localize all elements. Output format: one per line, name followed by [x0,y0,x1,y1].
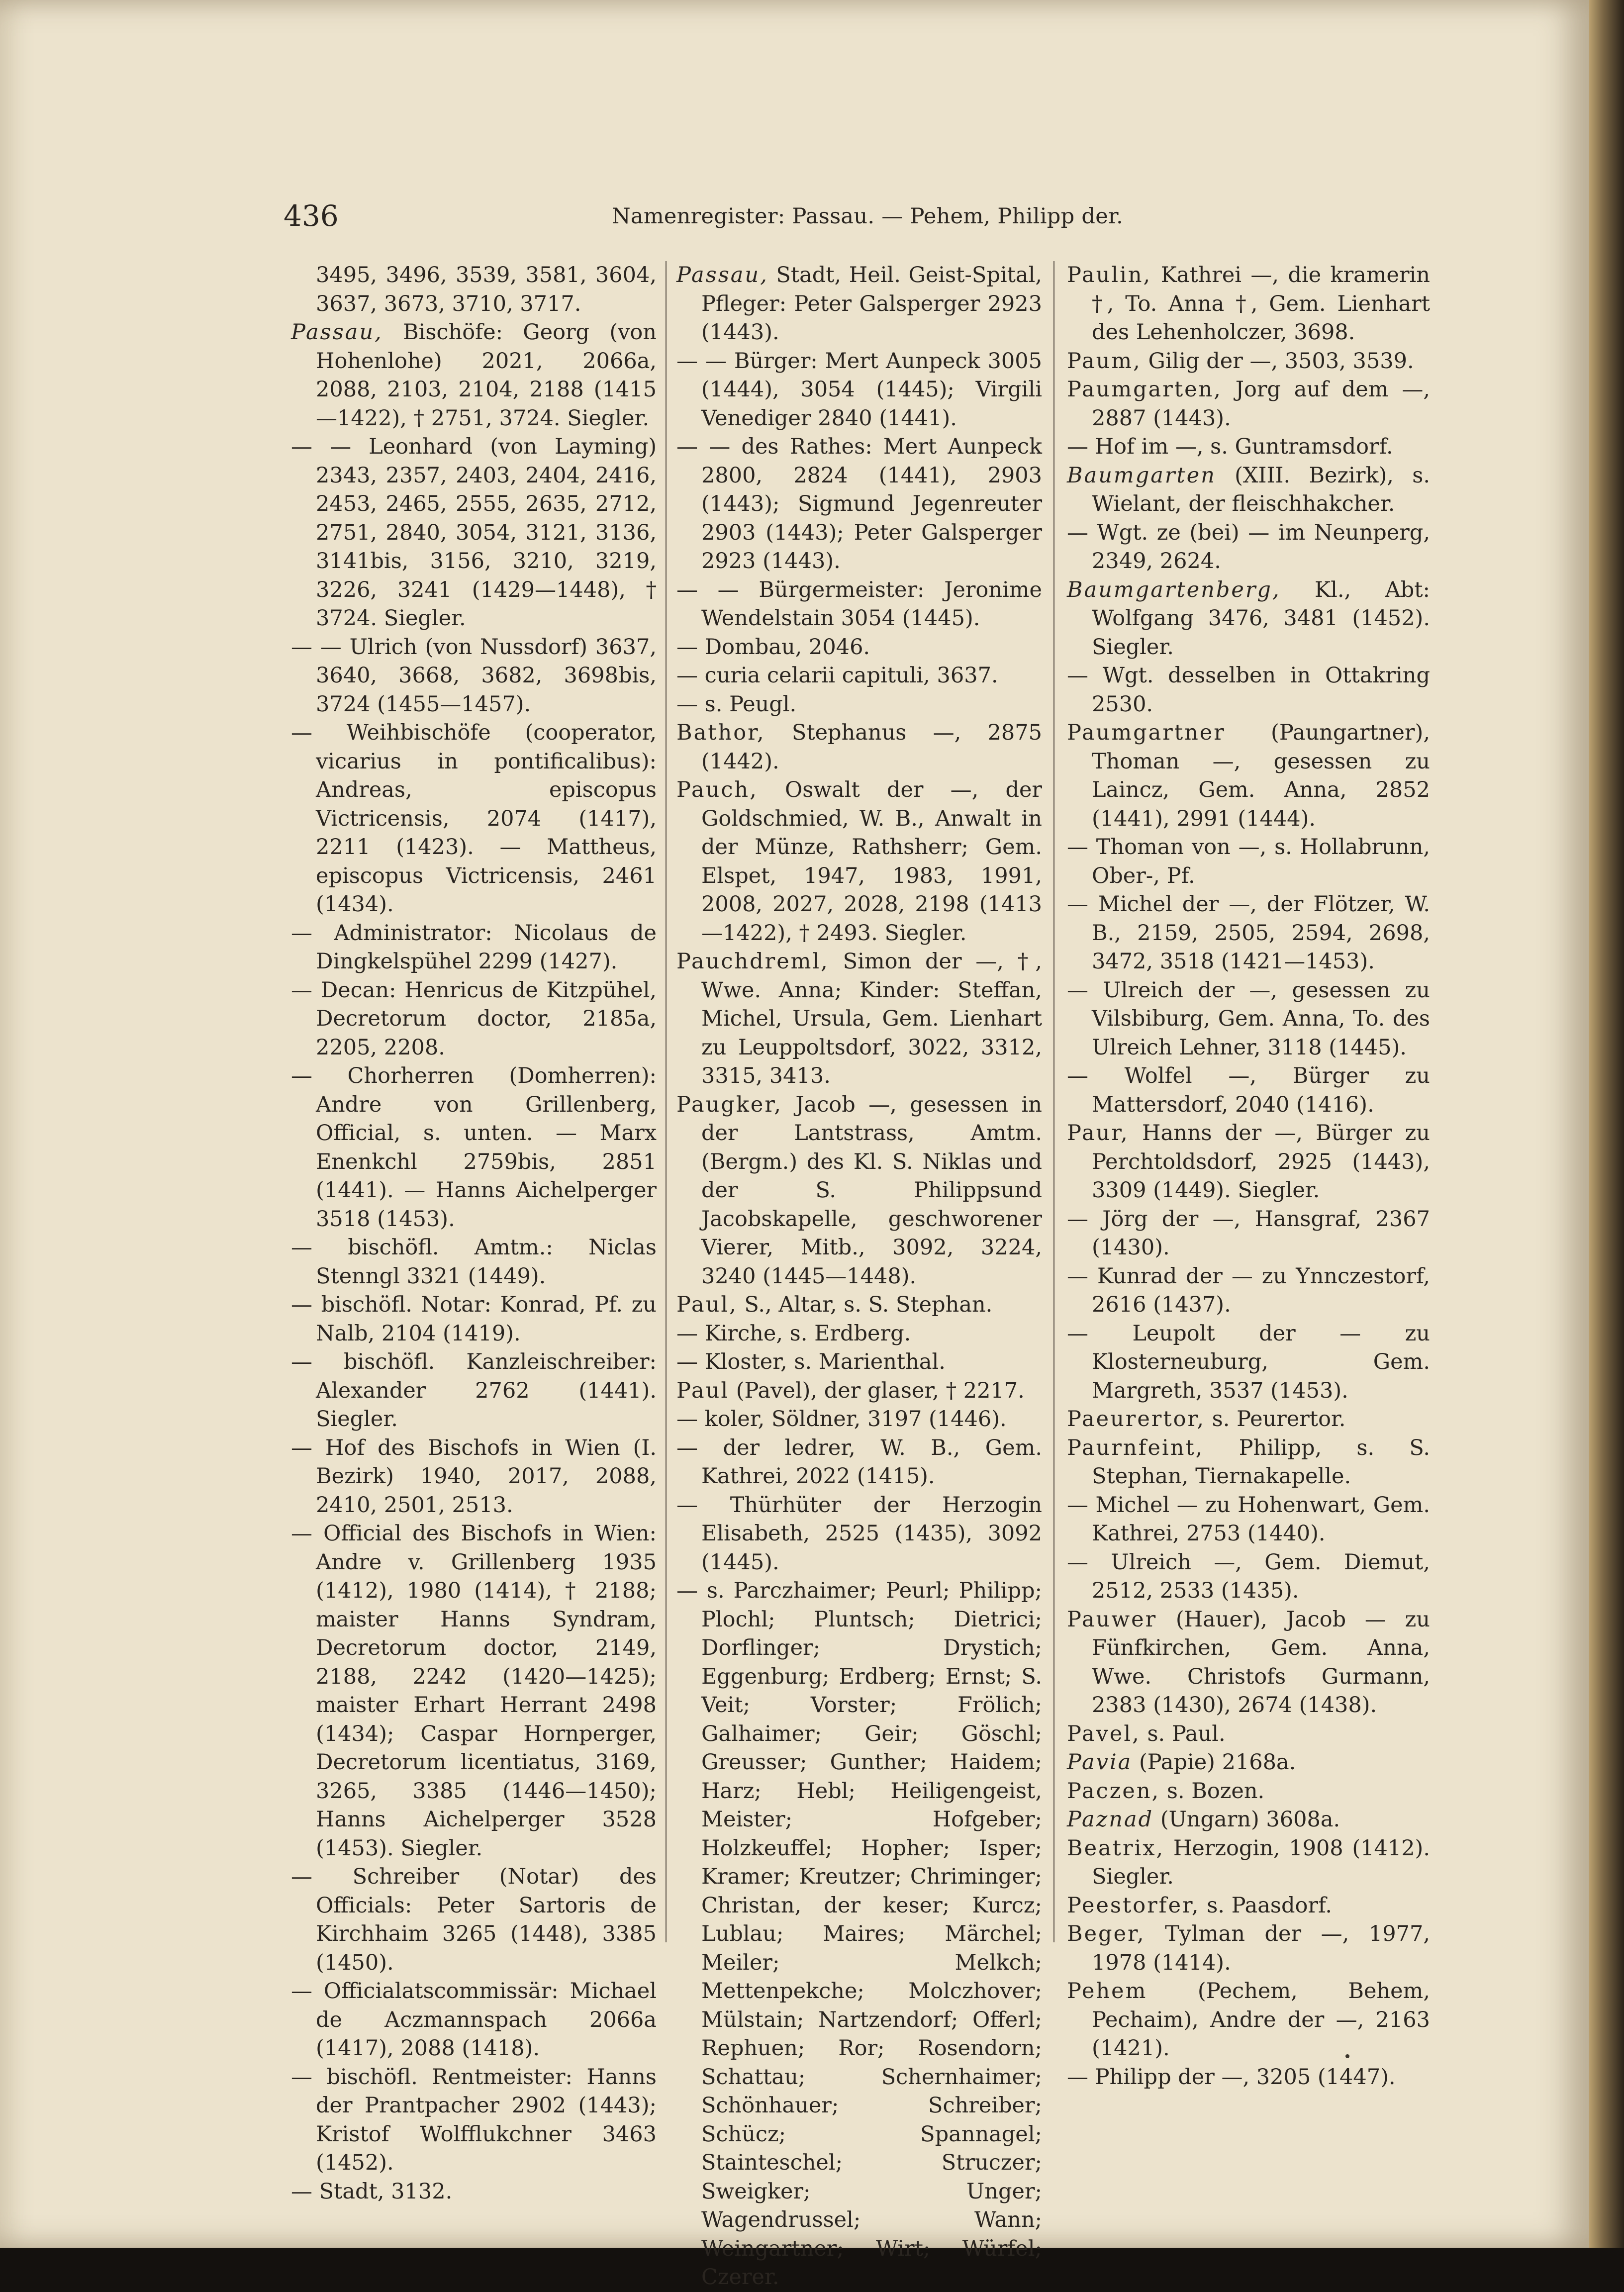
index-entry [1067,1434,1430,1491]
index-entry [676,1405,1042,1434]
index-entry [676,690,1042,719]
entry-headword: Paczen, [1067,1778,1160,1804]
index-entry [1067,890,1430,976]
entry-text: — curia celarii capituli, 3637. [676,663,998,688]
index-entry [1067,1491,1430,1548]
entry-headword: Baumgarten [1067,463,1216,488]
entry-text: S., Altar, s. S. Stephan. [737,1292,993,1317]
index-entry [1067,719,1430,833]
entry-text: Stadt, Heil. Geist-Spital, Pfleger: Peter Galsperger 2923 (1443). [701,263,1042,345]
entry-headword: Paurnfeint, [1067,1435,1204,1460]
index-entry [291,318,657,433]
index-entry [1067,1320,1430,1406]
index-entry [676,1291,1042,1320]
entry-text: — Administrator: Nicolaus de Dingkelspühel 2299 (1427). [291,920,657,974]
entry-headword: Paul, [676,1292,738,1317]
entry-text: Bischöfe: Georg (von Hohenlohe) 2021, 2066a, 2088, 2103, 2104, 2188 (1415—1422), † 2751, 3724. Siegler. [316,320,657,431]
entry-headword: Paumgartner [1067,720,1226,745]
index-entry [676,1091,1042,1291]
index-entry [291,433,657,633]
entry-text: — koler, Söldner, 3197 (1446). [676,1407,1007,1432]
entry-text: Tylman der —, 1977, 1978 (1414). [1092,1921,1430,1975]
index-entry [1067,1977,1430,2063]
index-entry [1067,1606,1430,1720]
index-entry [291,1348,657,1434]
entry-headword: Paeurertor, [1067,1407,1206,1432]
index-entry [291,976,657,1062]
entry-text: s. Paasdorf. [1200,1893,1332,1918]
index-entry [1067,1806,1430,1834]
index-entry [291,261,657,318]
index-entry [676,633,1042,662]
entry-text: — Michel — zu Hohenwart, Gem. Kathrei, 2753 (1440). [1067,1492,1430,1546]
entry-text: — der ledrer, W. B., Gem. Kathrei, 2022 (1415). [676,1435,1042,1489]
page-number: 436 [284,199,339,233]
index-entry [676,662,1042,690]
index-entry [676,1377,1042,1406]
entry-text: (Ungarn) 3608a. [1153,1807,1340,1832]
index-column-2 [676,261,1042,2292]
running-head: Namenregister: Passau. — Pehem, Philipp der. [612,204,1124,229]
entry-text: — — Bürgermeister: Jeronime Wendelstain 3054 (1445). [676,577,1042,631]
entry-headword: Paulin, [1067,263,1152,287]
entry-text: Stephanus —, 2875 (1442). [701,720,1042,774]
index-entry [291,1291,657,1348]
entry-text: Jacob —, gesessen in der Lantstrass, Amtm. (Bergm.) des Kl. S. Niklas und der S. Philippsund Jacobskapelle, geschworener Vierer, Mitb., 3092, 3224, 3240 (1445—1448). [701,1092,1042,1289]
entry-text: Jorg auf dem —, 2887 (1443). [1092,377,1430,431]
entry-headword: Pavia [1067,1750,1133,1775]
index-entry [1067,1119,1430,1205]
entry-text: — Hof des Bischofs in Wien (I. Bezirk) 1940, 2017, 2088, 2410, 2501, 2513. [291,1435,657,1518]
index-entry [1067,1777,1430,1806]
index-entry [291,1520,657,1863]
entry-text: — Ulreich der —, gesessen zu Vilsbiburg, Gem. Anna, To. des Ulreich Lehner, 3118 (1445). [1067,977,1430,1060]
entry-text: (XIII. Bezirk), s. Wielant, der fleischhakcher. [1092,463,1430,516]
index-entry [1067,1405,1430,1434]
entry-text: — bischöfl. Amtm.: Niclas Stenngl 3321 (1449). [291,1235,657,1289]
index-entry [291,2063,657,2178]
entry-headword: Paur, [1067,1121,1129,1146]
index-entry [1067,1262,1430,1320]
index-entry [1067,833,1430,890]
index-entry [676,948,1042,1091]
entry-headword: Paugker, [676,1092,782,1117]
entry-text: (Pavel), der glaser, † 2217. [729,1378,1025,1403]
index-entry [1067,1205,1430,1262]
book-spine [1589,0,1624,2248]
index-entry [676,1348,1042,1377]
index-entry [1067,576,1430,662]
index-entry [1067,462,1430,519]
entry-text: — Wolfel —, Bürger zu Mattersdorf, 2040 (1416). [1067,1063,1430,1117]
entry-text: — s. Peugl. [676,691,797,717]
index-entry [1067,1748,1430,1777]
entry-text: — Decan: Henricus de Kitzpühel, Decretorum doctor, 2185a, 2205, 2208. [291,977,657,1060]
entry-headword: Beatrix, [1067,1835,1165,1861]
entry-text: Simon der —, †, Wwe. Anna; Kinder: Steffan, Michel, Ursula, Gem. Lienhart zu Leuppoltsdorf, 3022, 3312, 3315, 3413. [701,949,1042,1088]
entry-text: (Paungartner), Thoman —, gesessen zu Laincz, Gem. Anna, 2852 (1441), 2991 (1444). [1092,720,1430,831]
index-entry [676,719,1042,776]
entry-text: Kathrei —, die kramerin †, To. Anna †, Gem. Lienhart des Lehenholczer, 3698. [1092,263,1430,345]
entry-headword: Pehem [1067,1979,1147,2004]
index-entry [1067,376,1430,433]
index-entry [291,633,657,719]
entry-text: Oswalt der —, der Goldschmied, W. B., Anwalt in der Münze, Rathsherr; Gem. Elspet, 1947, 1983, 1991, 2008, 2027, 2028, 2198 (1413—1422), † 2493. Siegler. [701,777,1042,946]
entry-headword: Bathor, [676,720,765,745]
entry-text: s. Paul. [1140,1721,1226,1746]
index-entry [1067,1834,1430,1892]
index-entry [676,433,1042,576]
column-divider [666,261,667,1942]
index-entry [1067,1062,1430,1119]
index-entry [291,1234,657,1291]
entry-headword: Beger, [1067,1921,1146,1946]
index-column-1 [291,261,657,2206]
index-entry [1067,347,1430,376]
index-entry [1067,1892,1430,1920]
entry-text: — Thürhüter der Herzogin Elisabeth, 2525 (1435), 3092 (1445). [676,1492,1042,1575]
entry-text: — Michel der —, der Flötzer, W. B., 2159, 2505, 2594, 2698, 3472, 3518 (1421—1453). [1067,892,1430,974]
entry-headword: Pavel, [1067,1721,1141,1746]
index-entry [291,719,657,919]
entry-headword: Passau, [676,263,768,287]
column-divider [1053,261,1054,1942]
entry-headword: Paznad [1067,1807,1154,1832]
index-entry [676,1577,1042,2292]
entry-text: — s. Parczhaimer; Peurl; Philipp; Plochl; Pluntsch; Dietrici; Dorflinger; Drystich; Eggenburg; Erdberg; Ernst; S. Veit; Vorster; Frölich; Galhaimer; Geir; Göschl; Greusser; Gunther; Haidem; Harz; Hebl; Heiligengeist, Meister; Hofgeber; Holzkeuffel; Hopher; Isper; Kramer; Kreutzer; Chriminger; Christan, der keser; Kurcz; Lublau; Maires; Märchel; Meiler; Melkch; Mettenpekche; Molczhover; Mülstain; Nartzendorf; Offerl; Rephuen; Ror; Rosendorn; Schattau; Schernhaimer; Schönhauer; Schreiber; Schücz; Spannagel; Stainteschel; Struczer; Sweigker; Unger; Wagendrussel; Wann; Weingartner; Wirt; Würfel; Czerer. [676,1578,1042,2290]
entry-text: — Jörg der —, Hansgraf, 2367 (1430). [1067,1206,1430,1260]
entry-text: Hanns der —, Bürger zu Perchtoldsdorf, 2925 (1443), 3309 (1449). Siegler. [1092,1121,1430,1203]
index-entry [676,576,1042,633]
entry-text: — bischöfl. Kanzleischreiber: Alexander 2762 (1441). Siegler. [291,1349,657,1432]
entry-headword: Pauchdreml, [676,949,829,974]
entry-text: — — des Rathes: Mert Aunpeck 2800, 2824 (1441), 2903 (1443); Sigmund Jegenreuter 2903 (1443); Peter Galsperger 2923 (1443). [676,434,1042,573]
index-entry [1067,976,1430,1062]
index-entry [676,776,1042,948]
index-column-3 [1067,261,1430,2092]
index-entry [1067,1920,1430,1977]
index-entry [291,1434,657,1520]
entry-text: — — Leonhard (von Layming) 2343, 2357, 2403, 2404, 2416, 2453, 2465, 2555, 2635, 2712, 2751, 2840, 3054, 3121, 3136, 3141bis, 3156, 3210, 3219, 3226, 3241 (1429—1448), † 3724. Siegler. [291,434,657,631]
entry-text: s. Bozen. [1160,1778,1265,1804]
entry-text: — Chorherren (Domherren): Andre von Grillenberg, Official, s. unten. — Marx Enenkchl 2759bis, 2851 (1441). — Hanns Aichelperger 3518 (1453). [291,1063,657,1232]
entry-text: — Kunrad der — zu Ynnczestorf, 2616 (1437). [1067,1263,1430,1317]
entry-headword: Peestorfer, [1067,1893,1200,1918]
index-entry [291,1977,657,2063]
index-entry [676,1434,1042,1491]
index-entry [291,919,657,976]
entry-headword: Paumgarten, [1067,377,1222,402]
index-entry [291,1863,657,1977]
entry-text: (Hauer), Jacob — zu Fünfkirchen, Gem. Anna, Wwe. Christofs Gurmann, 2383 (1430), 2674 (1438). [1092,1607,1430,1718]
entry-text: — bischöfl. Rentmeister: Hanns der Prantpacher 2902 (1443); Kristof Wolfflukchner 3463 (1452). [291,2064,657,2175]
entry-text: — bischöfl. Notar: Konrad, Pf. zu Nalb, 2104 (1419). [291,1292,657,1346]
index-entry [1067,261,1430,347]
index-entry [291,1062,657,1234]
entry-headword: Paul [676,1378,730,1403]
entry-text: — Thoman von —, s. Hollabrunn, Ober-, Pf. [1067,835,1430,888]
entry-text: — Dombau, 2046. [676,634,870,660]
entry-text: — — Ulrich (von Nussdorf) 3637, 3640, 3668, 3682, 3698bis, 3724 (1455—1457). [291,634,657,717]
entry-text: — Wgt. desselben in Ottakring 2530. [1067,663,1430,717]
index-entry [1067,662,1430,719]
entry-text: (Papie) 2168a. [1132,1750,1296,1775]
index-entry [676,261,1042,347]
entry-text: Gilig der —, 3503, 3539. [1141,348,1414,374]
entry-text: — Kloster, s. Marienthal. [676,1349,946,1374]
entry-text: — Stadt, 3132. [291,2179,453,2204]
entry-headword: Pauch, [676,777,758,802]
index-entry [1067,1548,1430,1606]
entry-text: — Official des Bischofs in Wien: Andre v. Grillenberg 1935 (1412), 1980 (1414), † 2188; maister Hanns Syndram, Decretorum doctor, 2149, 2188, 2242 (1420—1425); maister Erhart Herrant 2498 (1434); Caspar Hornperger, Decretorum licentiatus, 3169, 3265, 3385 (1446—1450); Hanns Aichelperger 3528 (1453). Siegler. [291,1521,657,1861]
entry-headword: Baumgartenberg, [1067,577,1281,602]
entry-headword: Paum, [1067,348,1142,374]
index-entry [676,347,1042,433]
index-entry [291,2178,657,2206]
entry-text: — Wgt. ze (bei) — im Neunperg, 2349, 2624. [1067,520,1430,573]
entry-text: — — Bürger: Mert Aunpeck 3005 (1444), 3054 (1445); Virgili Venediger 2840 (1441). [676,348,1042,431]
index-entry [676,1320,1042,1348]
ink-speck [1345,2054,1349,2058]
index-entry [1067,2063,1430,2092]
entry-text: — Hof im —, s. Guntramsdorf. [1067,434,1393,459]
entry-text: Kl., Abt: Wolfgang 3476, 3481 (1452). Siegler. [1092,577,1430,660]
entry-text: 3495, 3496, 3539, 3581, 3604, 3637, 3673, 3710, 3717. [316,263,657,316]
index-entry [1067,1720,1430,1749]
index-entry [676,1491,1042,1577]
entry-headword: Passau, [291,320,383,345]
index-entry [1067,433,1430,462]
entry-text: Philipp, s. S. Stephan, Tiernakapelle. [1092,1435,1430,1489]
entry-text: — Leupolt der — zu Klosterneuburg, Gem. Margreth, 3537 (1453). [1067,1321,1430,1403]
entry-text: (Pechem, Behem, Pechaim), Andre der —, 2163 (1421). [1092,1979,1430,2061]
entry-text: Herzogin, 1908 (1412). Siegler. [1092,1835,1430,1889]
index-entry [1067,519,1430,576]
entry-text: s. Peurertor. [1205,1407,1346,1432]
entry-text: — Officialatscommissär: Michael de Aczmannspach 2066a (1417), 2088 (1418). [291,1979,657,2061]
entry-text: — Schreiber (Notar) des Officials: Peter Sartoris de Kirchhaim 3265 (1448), 3385 (1450). [291,1864,657,1975]
entry-text: — Philipp der —, 3205 (1447). [1067,2064,1396,2090]
entry-text: — Weihbischöfe (cooperator, vicarius in pontificalibus): Andreas, episcopus Victricensis, 2074 (1417), 2211 (1423). — Mattheus, episcopus Victricensis, 2461 (1434). [291,720,657,917]
entry-text: — Ulreich —, Gem. Diemut, 2512, 2533 (1435). [1067,1549,1430,1603]
entry-text: — Kirche, s. Erdberg. [676,1321,911,1346]
entry-headword: Pauwer [1067,1607,1157,1632]
